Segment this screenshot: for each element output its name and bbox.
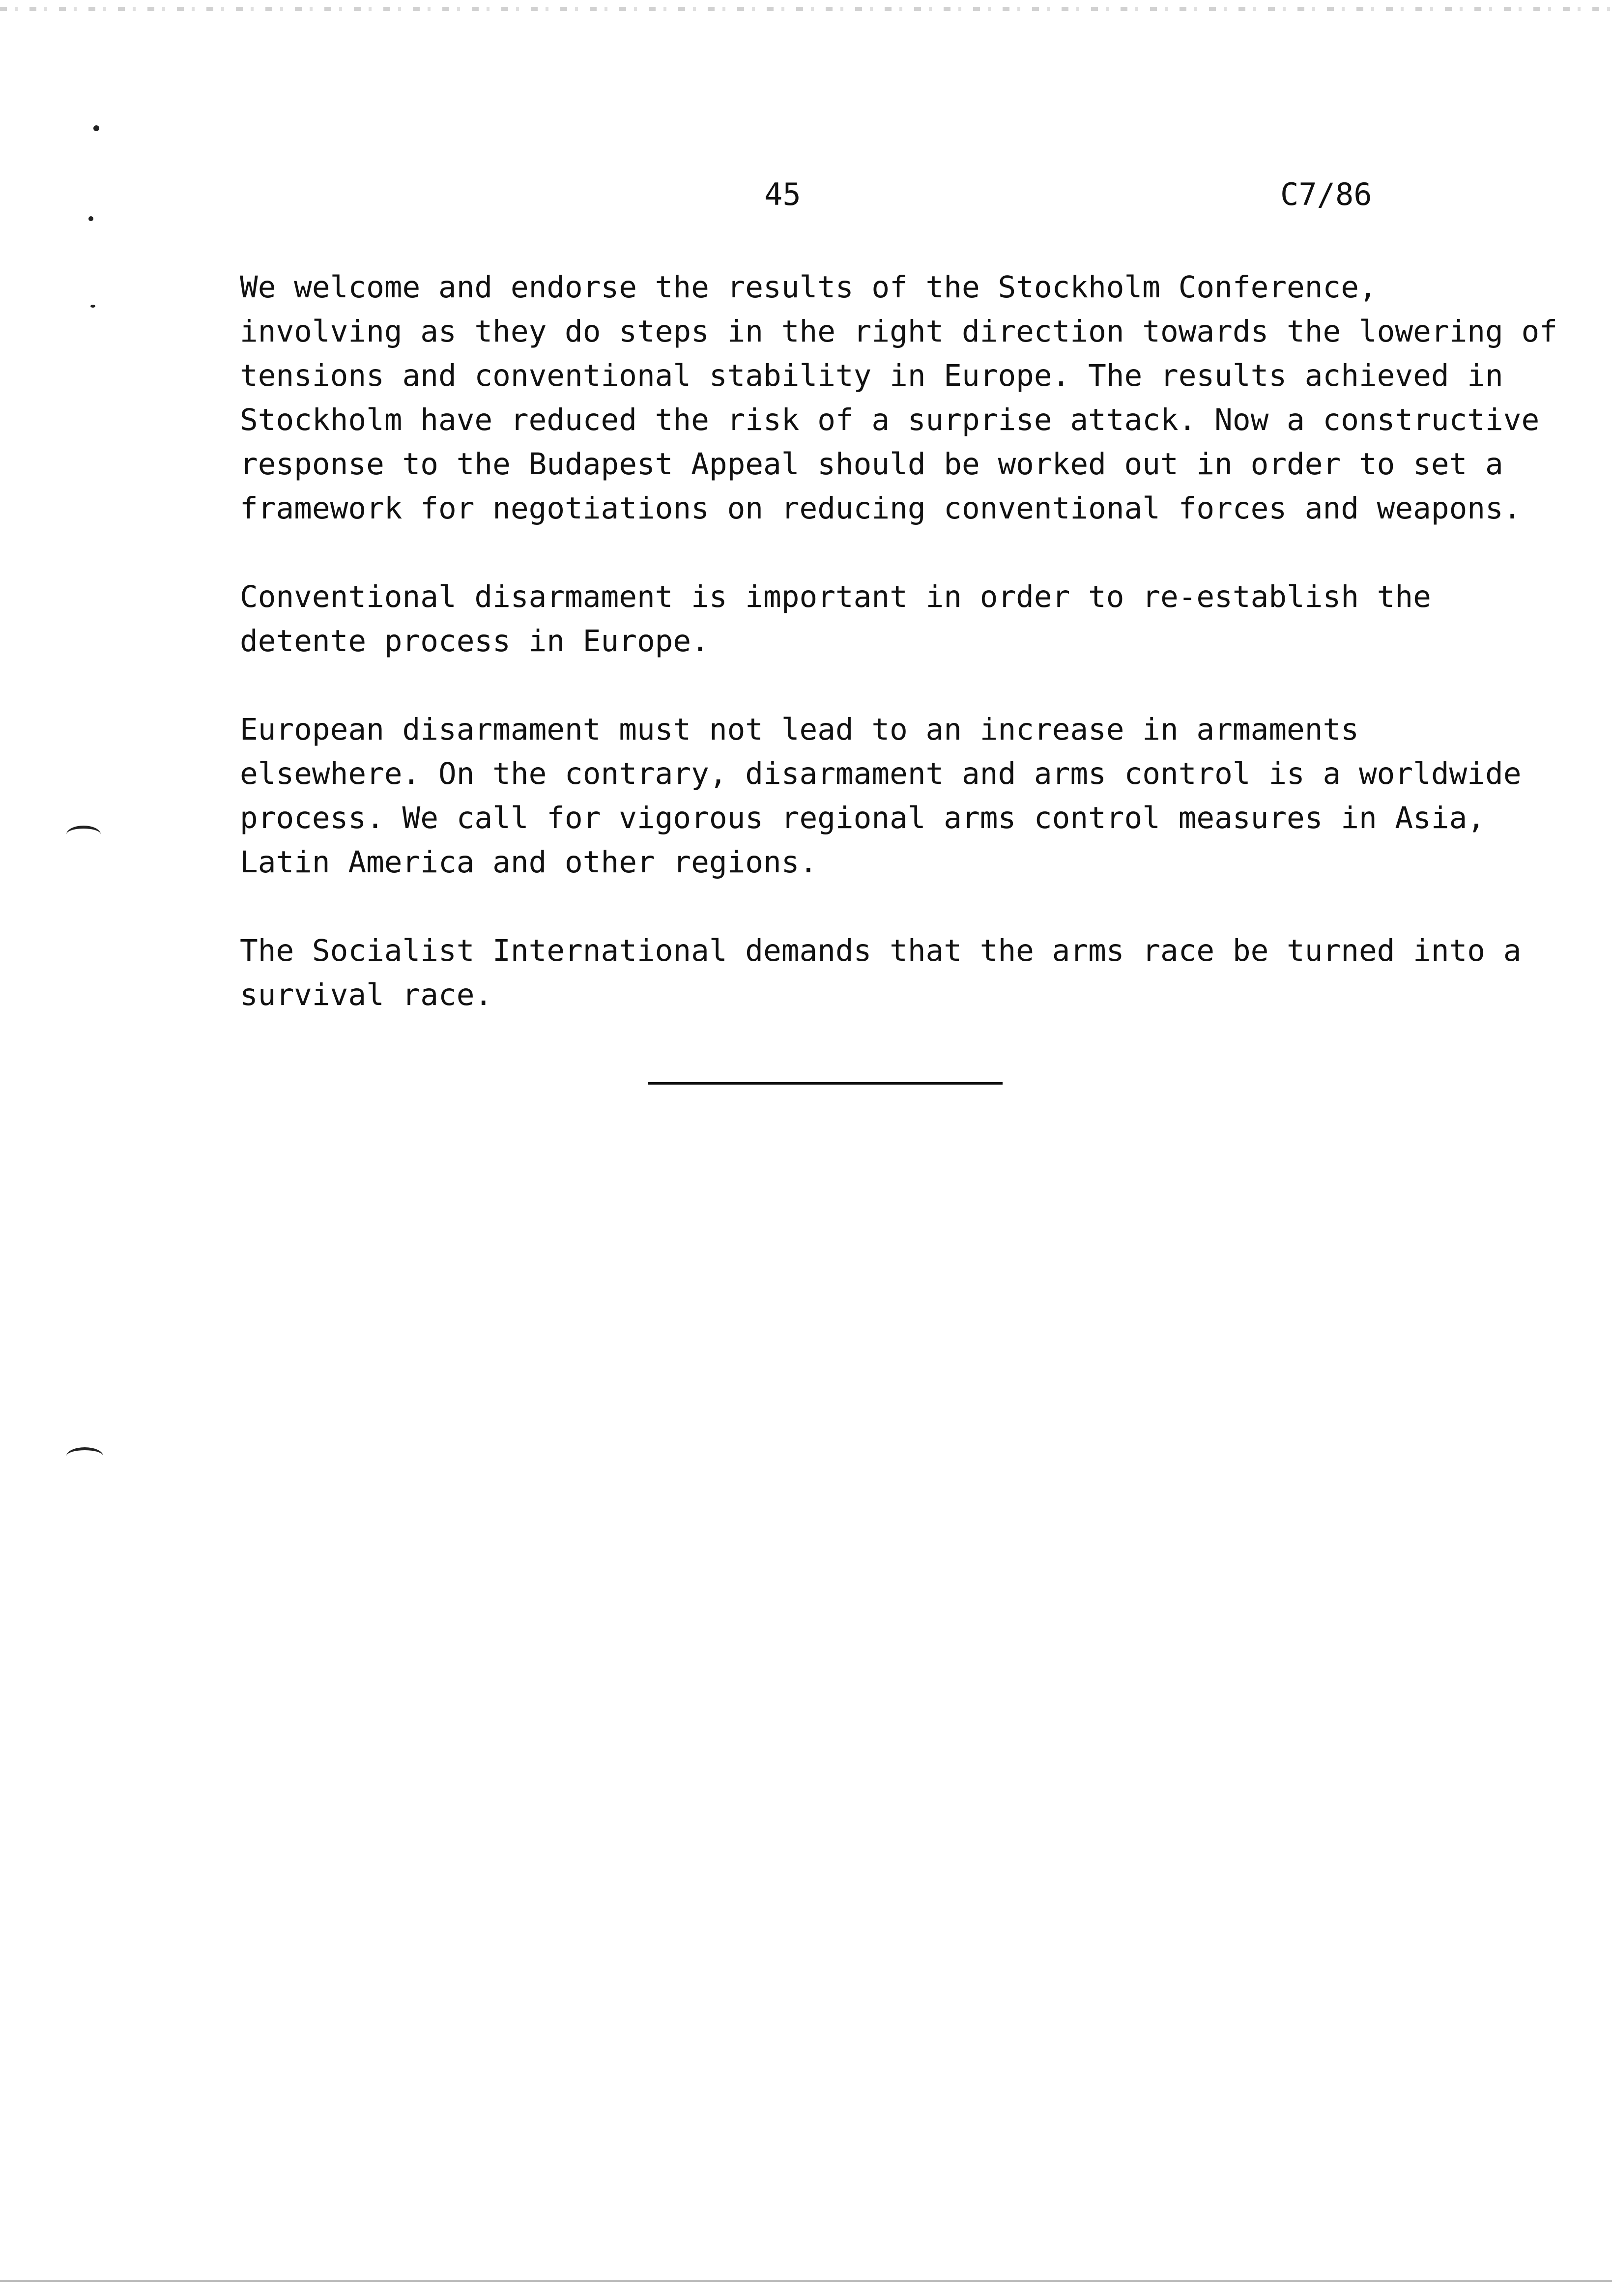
paragraph-stockholm-conference xyxy=(240,265,1557,531)
text-line: We welcome and endorse the results of the Stockholm Conference, xyxy=(240,270,1377,305)
text-line: elsewhere. On the contrary, disarmament and arms control is a worldwide xyxy=(240,756,1522,791)
text-line: involving as they do steps in the right direction towards the lowering of xyxy=(240,314,1557,349)
text-line: European disarmament must not lead to an increase in armaments xyxy=(240,712,1359,747)
document-reference: C7/86 xyxy=(1280,176,1372,212)
body-text xyxy=(240,265,1557,1062)
text-line: tensions and conventional stability in Europe. The results achieved in xyxy=(240,358,1503,393)
punch-hole-mark xyxy=(66,826,101,843)
text-line: survival race. xyxy=(240,977,493,1012)
page-number: 45 xyxy=(764,176,801,212)
paragraph-european-disarmament xyxy=(240,708,1522,885)
scan-speck xyxy=(90,305,95,308)
end-of-section-rule xyxy=(648,1082,1003,1085)
scan-speck xyxy=(88,216,93,221)
paragraph-conventional-disarmament xyxy=(240,575,1429,663)
scan-artifact-top xyxy=(0,7,1612,11)
text-line: response to the Budapest Appeal should be worked out in order to set a xyxy=(240,447,1503,482)
text-line: Stockholm have reduced the risk of a surprise attack. Now a constructive xyxy=(240,402,1540,437)
text-line: Conventional disarmament is important in order to re-establish the xyxy=(240,579,1431,614)
text-line: process. We call for vigorous regional arms control measures in Asia, xyxy=(240,801,1486,835)
scan-artifact-bottom xyxy=(0,2280,1612,2282)
scan-speck xyxy=(93,125,99,131)
punch-hole-mark xyxy=(66,1447,103,1465)
paragraph-survival-race xyxy=(240,929,1522,1017)
text-line: detente process in Europe. xyxy=(240,624,709,659)
text-line: framework for negotiations on reducing conventional forces and weapons. xyxy=(240,491,1522,526)
text-line: Latin America and other regions. xyxy=(240,845,818,880)
text-line: The Socialist International demands that the arms race be turned into a xyxy=(240,933,1522,968)
